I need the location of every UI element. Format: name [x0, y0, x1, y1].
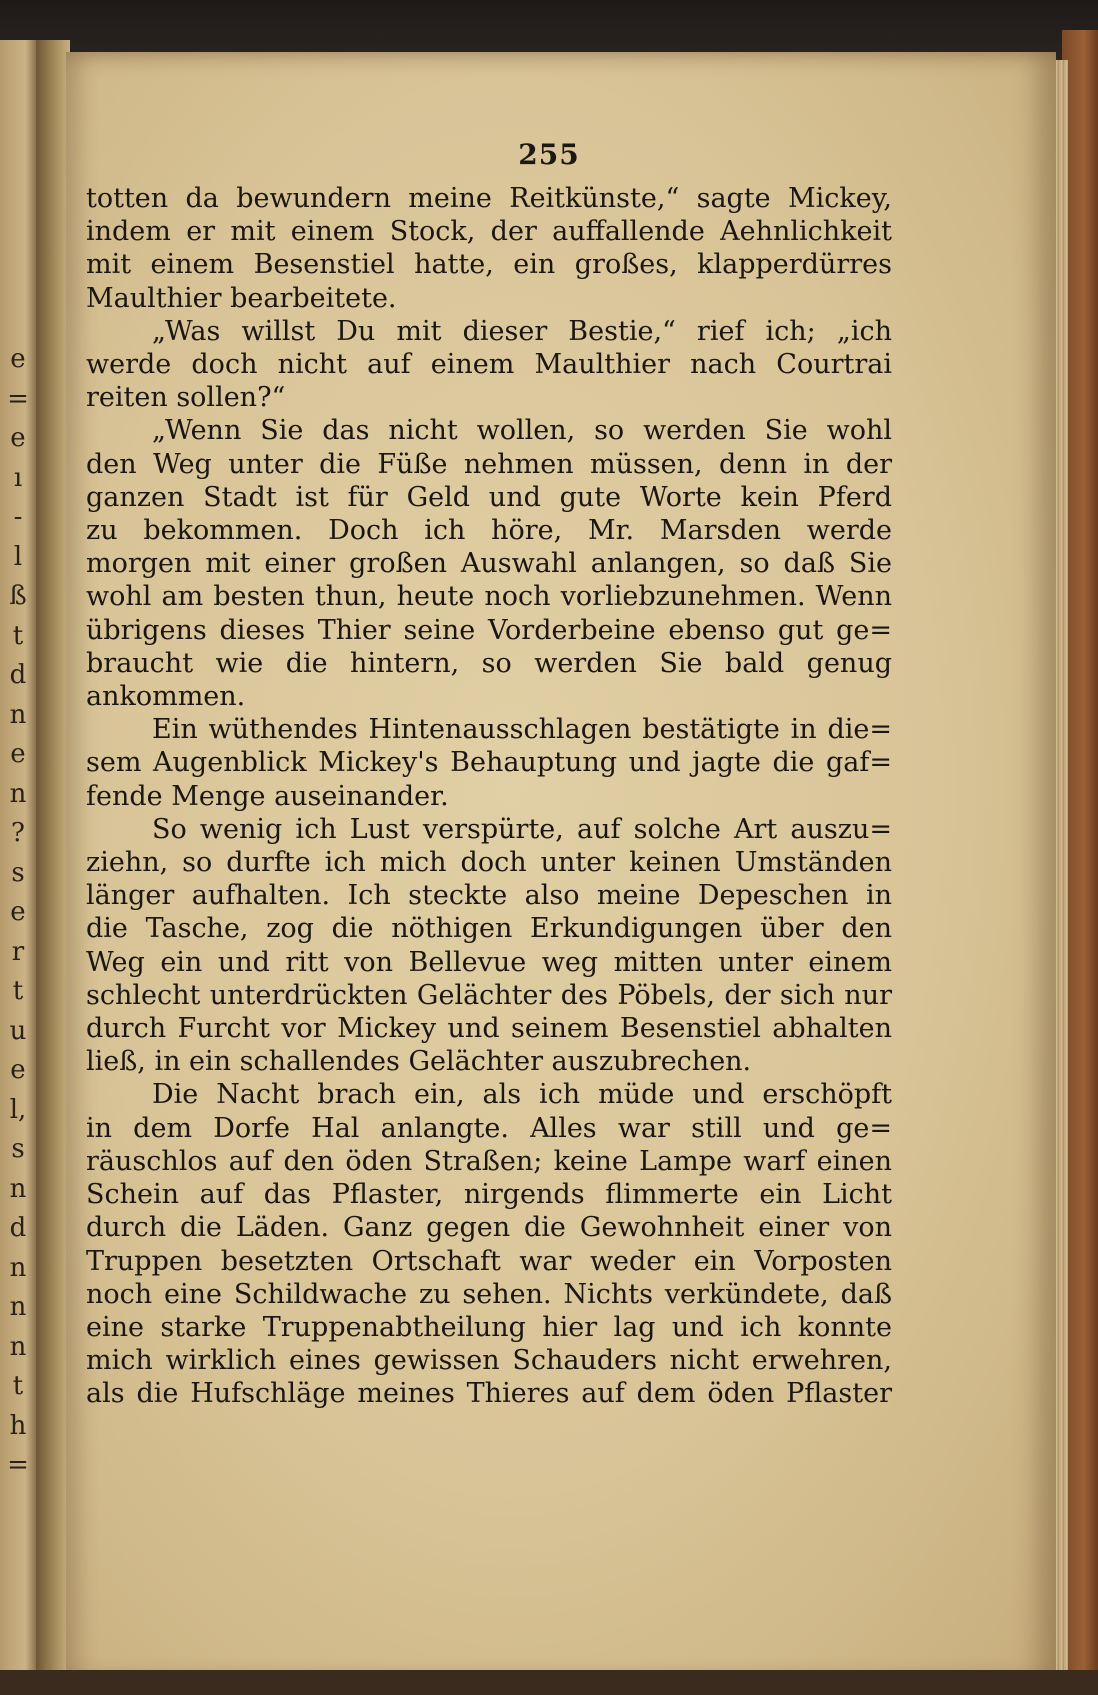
- text-line: räuschlos auf den öden Straßen; keine Lampe warf einen: [86, 1145, 892, 1177]
- facing-page-fragment: n: [9, 1252, 27, 1283]
- text-line: indem er mit einem Stock, der auffallende Aehnlichkeit: [86, 216, 892, 248]
- facing-page-fragment: h: [9, 1410, 27, 1441]
- text-line: übrigens dieses Thier seine Vorderbeine ebenso gut ge=: [86, 614, 892, 646]
- text-line: wohl am besten thun, heute noch vorliebzunehmen. Wenn: [86, 581, 892, 613]
- text-line: eine starke Truppenabtheilung hier lag und ich konnte: [86, 1311, 892, 1343]
- facing-page-fragment: -: [13, 502, 23, 532]
- text-line: durch die Läden. Ganz gegen die Gewohnheit einer von: [86, 1212, 892, 1244]
- text-line: Maulthier bearbeitete.: [86, 282, 397, 314]
- text-line: ziehn, so durfte ich mich doch unter keinen Umständen: [86, 847, 892, 879]
- facing-page-fragment: ı: [13, 462, 23, 493]
- text-line: zu bekommen. Doch ich höre, Mr. Marsden werde: [86, 515, 892, 547]
- text-line: morgen mit einer großen Auswahl anlangen, so daß Sie: [86, 548, 892, 580]
- facing-page-fragment: ß: [9, 581, 27, 611]
- facing-page-fragment: s: [11, 857, 25, 888]
- text-line: ankommen.: [86, 681, 246, 713]
- facing-page-fragment: ?: [11, 818, 25, 848]
- text-line: mich wirklich eines gewissen Schauders nicht erwehren,: [86, 1345, 892, 1377]
- text-line: Truppen besetzten Ortschaft war weder ein Vorposten: [86, 1245, 892, 1277]
- facing-page-fragment: =: [7, 1450, 29, 1480]
- text-line: fende Menge auseinander.: [86, 780, 449, 812]
- facing-page-fragment: t: [12, 620, 24, 651]
- facing-page-fragment: e: [10, 423, 26, 453]
- text-line: „Was willst Du mit dieser Bestie,“ rief ich; „ich: [152, 315, 892, 347]
- facing-page-fragment: e: [10, 739, 26, 769]
- text-line: in dem Dorfe Hal anlangte. Alles war still und ge=: [86, 1112, 892, 1144]
- facing-page-fragment: r: [11, 936, 25, 967]
- facing-page-fragment: t: [12, 1371, 24, 1401]
- facing-page-fragment: e: [10, 1055, 26, 1085]
- text-line: schlecht unterdrückten Gelächter des Pöbels, der sich nur: [86, 979, 892, 1011]
- text-line: noch eine Schildwache zu sehen. Nichts verkündete, daß: [86, 1278, 892, 1310]
- page-body-text: [86, 182, 892, 1411]
- text-line: „Wenn Sie das nicht wollen, so werden Sie wohl: [152, 415, 892, 447]
- text-line: reiten sollen?“: [86, 382, 286, 414]
- facing-page-fragment: n: [9, 699, 27, 730]
- facing-page-fragment: u: [9, 1015, 27, 1046]
- facing-page: [0, 40, 36, 1670]
- text-line: Schein auf das Pflaster, nirgends flimmerte ein Licht: [86, 1179, 892, 1211]
- facing-page-fragment: l,: [9, 1094, 27, 1125]
- top-background: [0, 0, 1098, 60]
- facing-page-text-fragments: [0, 340, 36, 1540]
- text-line: sem Augenblick Mickey's Behauptung und jagte die gaf=: [86, 747, 892, 779]
- bottom-background: [0, 1670, 1098, 1695]
- page-number: 255: [518, 138, 580, 171]
- text-line: als die Hufschläge meines Thieres auf dem öden Pflaster: [86, 1378, 892, 1410]
- text-line: mit einem Besenstiel hatte, ein großes, klapperdürres: [86, 249, 892, 281]
- text-line: braucht wie die hintern, so werden Sie bald genug: [86, 647, 892, 679]
- facing-page-fragment: n: [9, 1331, 27, 1362]
- facing-page-fragment: d: [9, 1213, 27, 1243]
- facing-page-fragment: n: [9, 778, 27, 809]
- text-line: werde doch nicht auf einem Maulthier nach Courtrai: [86, 349, 892, 381]
- text-line: Die Nacht brach ein, als ich müde und erschöpft: [152, 1079, 892, 1111]
- facing-page-fragment: s: [11, 1134, 25, 1164]
- text-line: So wenig ich Lust verspürte, auf solche Art auszu=: [152, 813, 892, 845]
- facing-page-fragment: n: [9, 1173, 27, 1204]
- facing-page-fragment: d: [9, 660, 27, 690]
- facing-page-fragment: e: [10, 344, 26, 374]
- book-gutter: [36, 40, 70, 1680]
- text-line: länger aufhalten. Ich steckte also meine Depeschen in: [86, 880, 892, 912]
- text-line: den Weg unter die Füße nehmen müssen, denn in der: [86, 448, 892, 480]
- text-line: totten da bewundern meine Reitkünste,“ sagte Mickey,: [86, 183, 892, 214]
- facing-page-fragment: =: [7, 383, 29, 414]
- text-line: Ein wüthendes Hintenausschlagen bestätigte in die=: [152, 714, 892, 746]
- facing-page-fragment: e: [10, 897, 26, 927]
- text-line: die Tasche, zog die nöthigen Erkundigungen über den: [86, 913, 892, 945]
- text-line: Weg ein und ritt von Bellevue weg mitten unter einem: [86, 946, 892, 978]
- text-line: ließ, in ein schallendes Gelächter auszubrechen.: [86, 1046, 752, 1078]
- facing-page-fragment: t: [12, 976, 24, 1006]
- facing-page-fragment: n: [9, 1292, 27, 1322]
- text-line: durch Furcht vor Mickey und seinem Besenstiel abhalten: [86, 1013, 892, 1045]
- text-line: ganzen Stadt ist für Geld und gute Worte kein Pferd: [86, 481, 892, 513]
- facing-page-fragment: l: [13, 541, 23, 572]
